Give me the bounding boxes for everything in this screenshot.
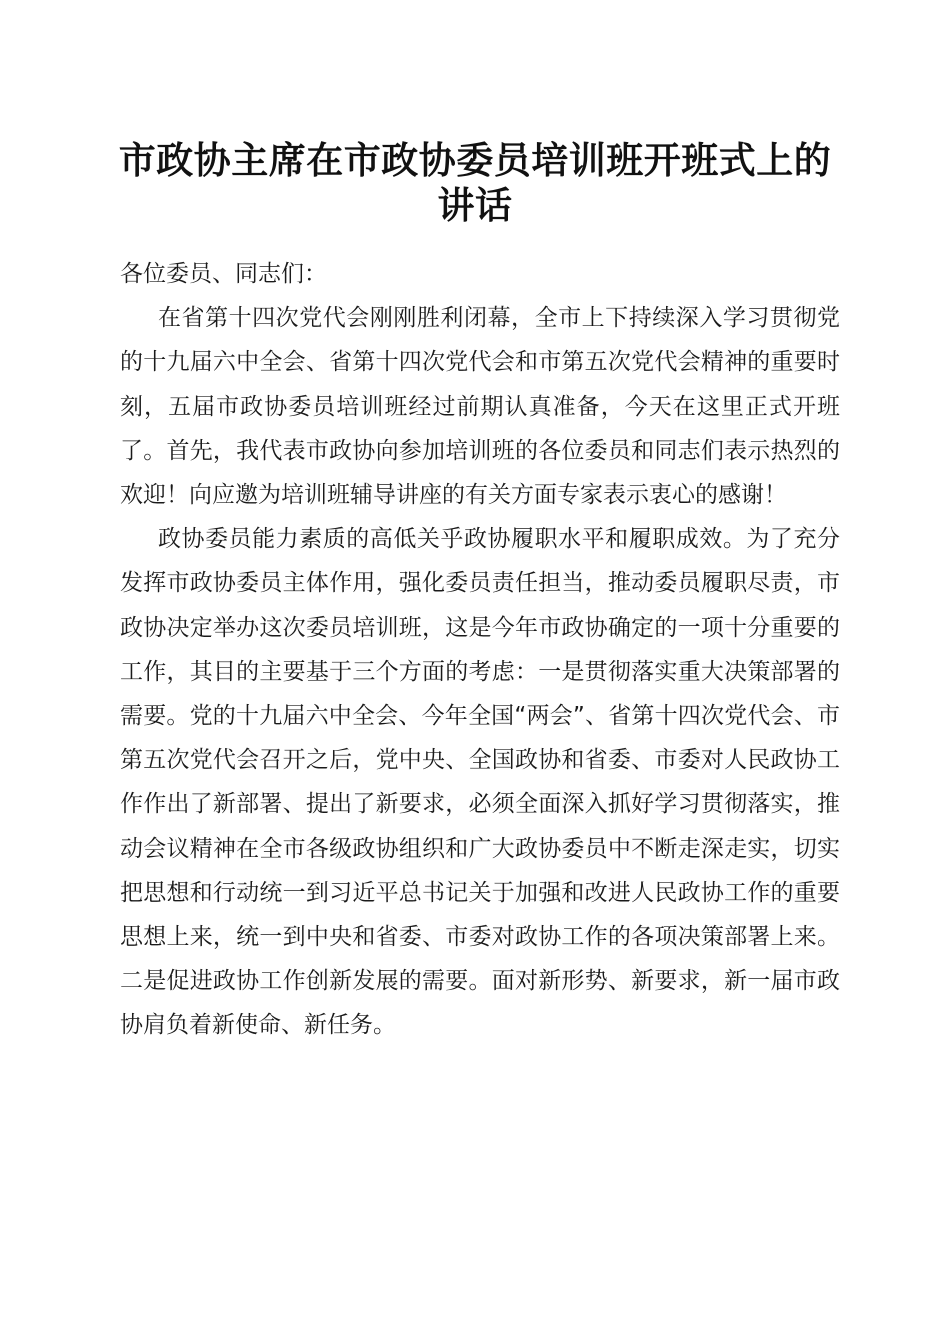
paragraph-2: 政协委员能力素质的高低关乎政协履职水平和履职成效。为了充分发挥市政协委员主体作用，强化委员责任担当，推动委员履职尽责，市政协决定举办这次委员培训班，这是今年市政协确定的一项十分重要的工作，其目的主要基于三个方面的考虑：一是贯彻落实重大决策部署的需要。党的十九届六中全会、今年全国“两会”、省第十四次党代会、市第五次党代会召开之后，党中央、全国政协和省委、市委对人民政协工作作出了新部署、提出了新要求，必须全面深入抓好学习贯彻落实，推动会议精神在全市各级政协组织和广大政协委员中不断走深走实，切实把思想和行动统一到习近平总书记关于加强和改进人民政协工作的重要思想上来，统一到中央和省委、市委对政协工作的各项决策部署上来。二是促进政协工作创新发展的需要。面对新形势、新要求，新一届市政协肩负着新使命、新任务。 bbox=[120, 526, 840, 1039]
document-body bbox=[120, 252, 840, 1048]
salutation: 各位委员、同志们： bbox=[120, 261, 327, 287]
document-title: 市政协主席在市政协委员培训班开班式上的讲话 bbox=[118, 138, 832, 227]
paragraph-1: 在省第十四次党代会刚刚胜利闭幕，全市上下持续深入学习贯彻党的十九届六中全会、省第十四次党代会和市第五次党代会精神的重要时刻，五届市政协委员培训班经过前期认真准备，今天在这里正式开班了。首先，我代表市政协向参加培训班的各位委员和同志们表示热烈的欢迎！向应邀为培训班辅导讲座的有关方面专家表示衷心的感谢！ bbox=[120, 305, 840, 509]
